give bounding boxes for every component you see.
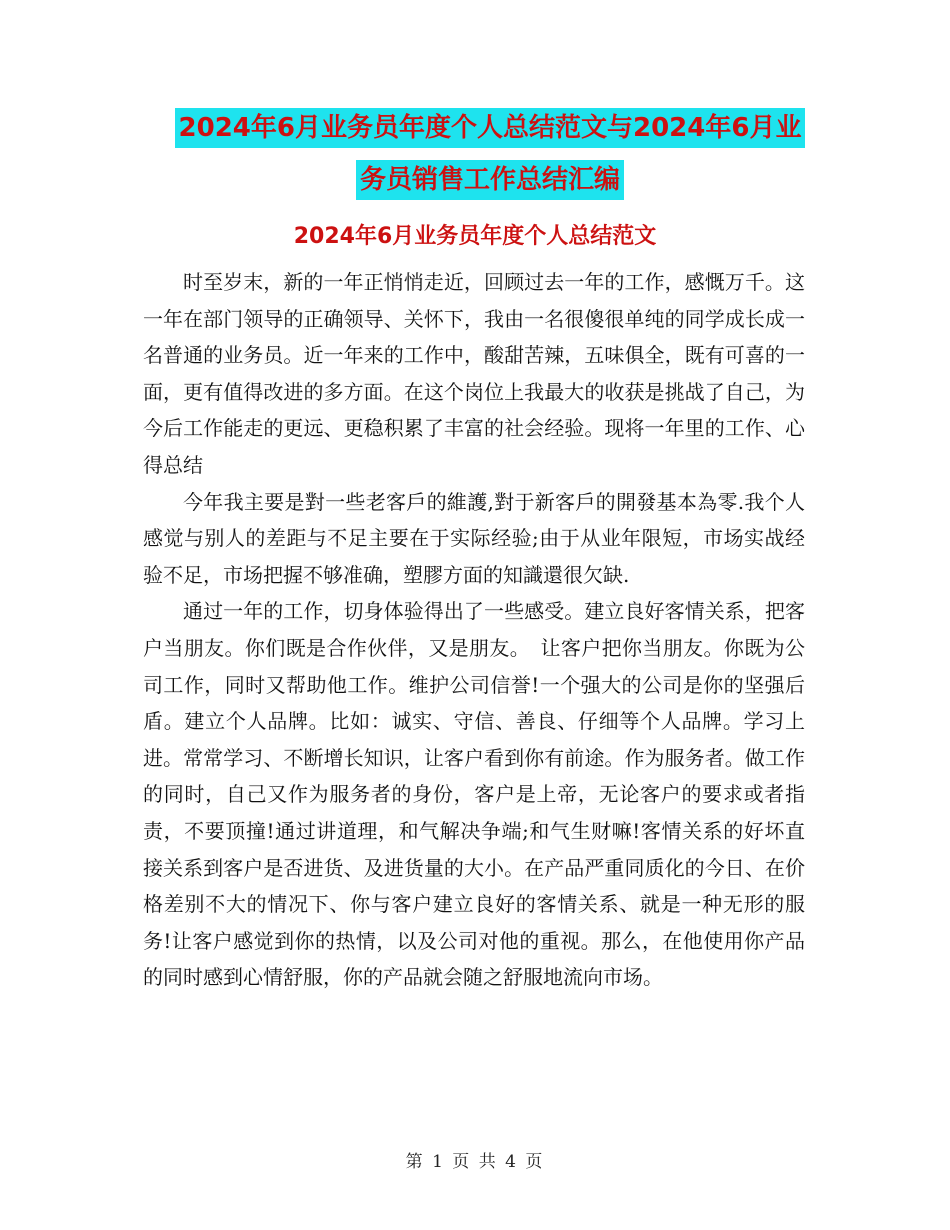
body-text: [143, 264, 805, 996]
document-title: [140, 108, 840, 212]
section-heading: 2024年6月业务员年度个人总结范文: [293, 224, 657, 249]
page-footer: 第 1 页 共 4 页: [405, 1152, 545, 1172]
paragraph-3: 通过一年的工作，切身体验得出了一些感受。建立良好客情关系，把客户当朋友。你们既是合作伙伴，又是朋友。 让客户把你当朋友。你既为公司工作，同时又帮助他工作。维护公司信誉!一个强大的公司是你的坚强后盾。建立个人品牌。比如：诚实、守信、善良、仔细等个人品牌。学习上进。常常学习、不断增长知识，让客户看到你有前途。作为服务者。做工作的同时，自己又作为服务者的身份，客户是上帝，无论客户的要求或者指责，不要顶撞!通过讲道理，和气解决争端;和气生财嘛!客情关系的好坏直接关系到客户是否进货、及进货量的大小。在产品严重同质化的今日、在价格差别不大的情况下、你与客户建立良好的客情关系、就是一种无形的服务!让客户感觉到你的热情，以及公司对他的重视。那么，在他使用你产品的同时感到心情舒服，你的产品就会随之舒服地流向市场。: [143, 599, 805, 990]
title-line-1: 2024年6月业务员年度个人总结范文与2024年6月业: [175, 108, 806, 148]
paragraph-1: 时至岁末，新的一年正悄悄走近，回顾过去一年的工作，感慨万千。这一年在部门领导的正确领导、关怀下，我由一名很傻很单纯的同学成长成一名普通的业务员。近一年来的工作中，酸甜苦辣，五味俱全，既有可喜的一面，更有值得改进的多方面。在这个岗位上我最大的收获是挑战了自己，为今后工作能走的更远、更稳积累了丰富的社会经验。现将一年里的工作、心得总结: [143, 270, 805, 477]
paragraph-2: 今年我主要是對一些老客戶的維護,對于新客戶的開發基本為零.我个人感觉与别人的差距与不足主要在于实际经验;由于从业年限短，市场实战经验不足，市场把握不够准确，塑膠方面的知識還很欠缺.: [143, 489, 805, 587]
title-line-2: 务员销售工作总结汇编: [356, 160, 624, 200]
